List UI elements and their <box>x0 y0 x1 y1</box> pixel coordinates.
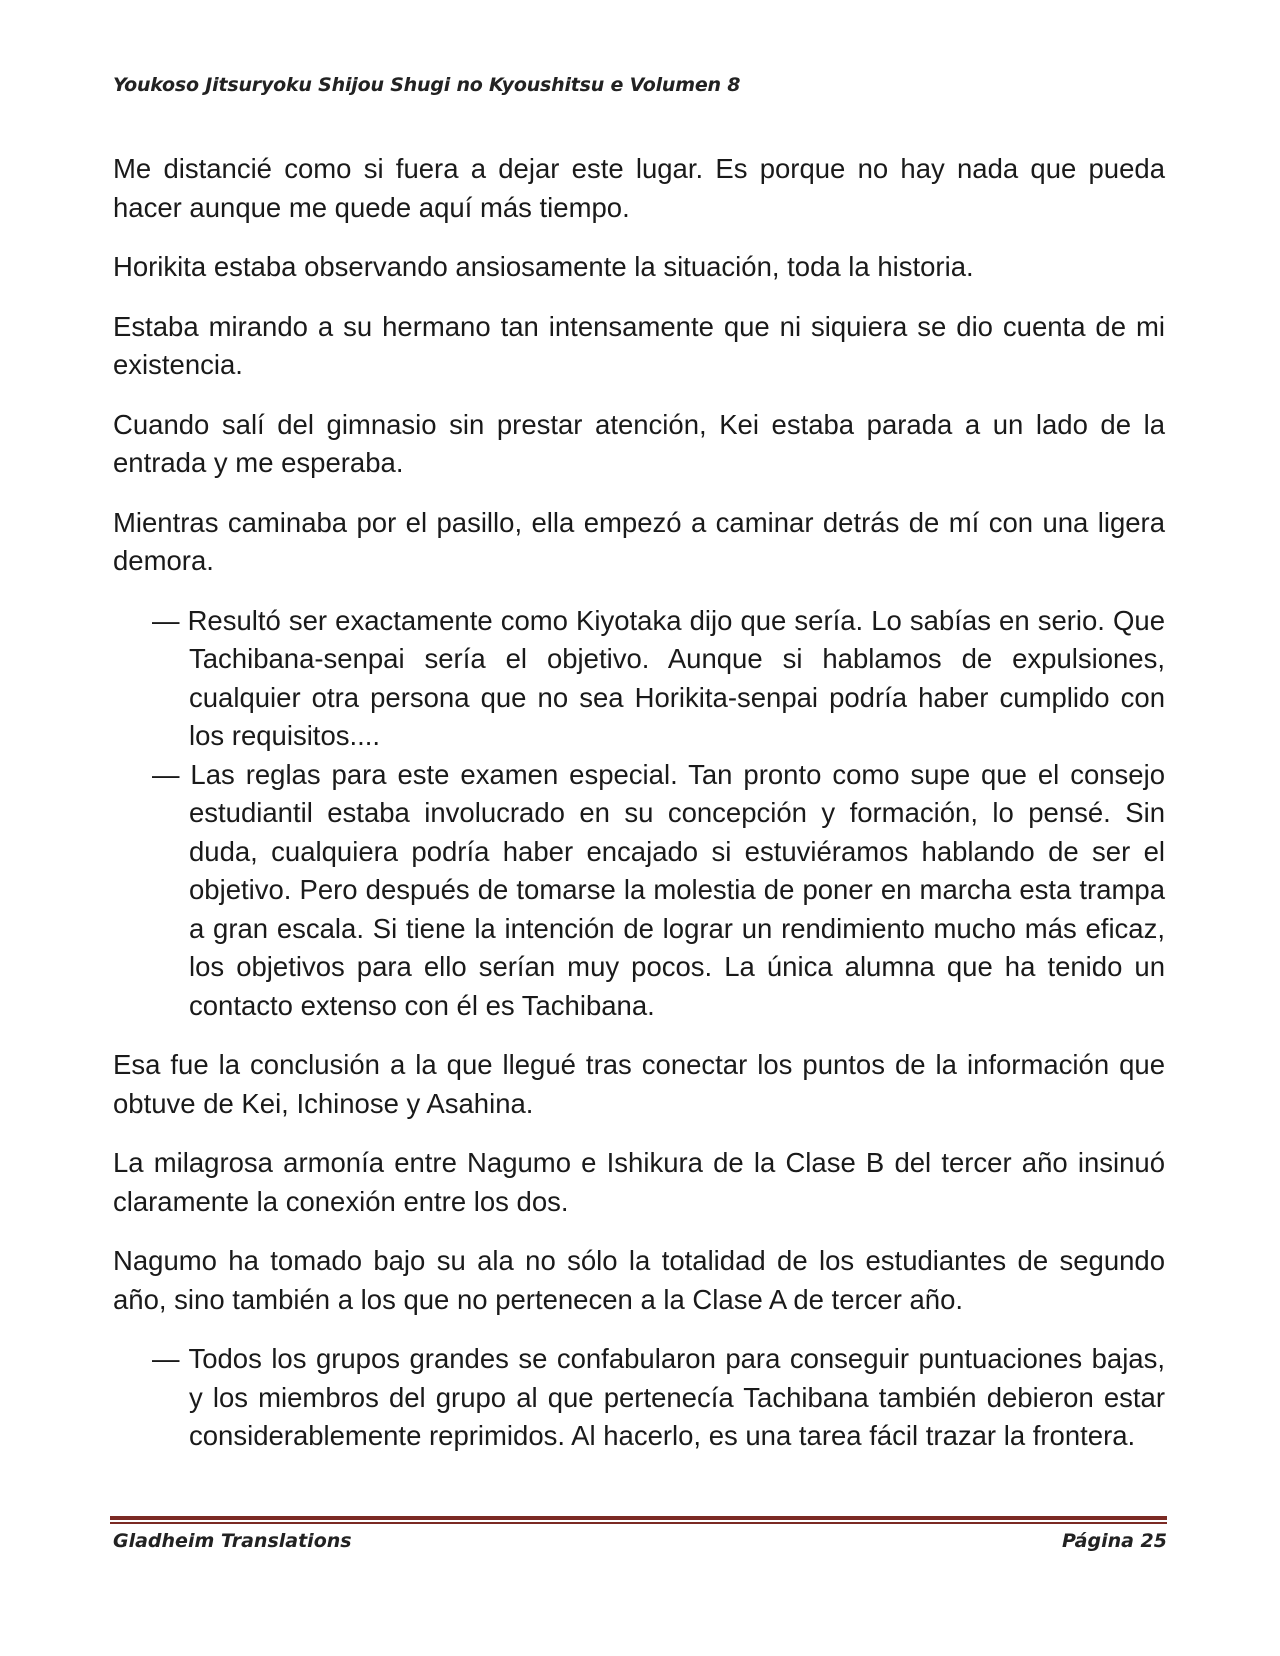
paragraph: Estaba mirando a su hermano tan intensamente que ni siquiera se dio cuenta de mi existencia. <box>113 310 1165 380</box>
paragraph: Nagumo ha tomado bajo su ala no sólo la totalidad de los estudiantes de segundo año, sino también a los que no pertenecen a la Clase A de tercer año. <box>113 1245 1165 1315</box>
running-header: Youkoso Jitsuryoku Shijou Shugi no Kyoushitsu e Volumen 8 <box>113 74 741 96</box>
page-body <box>113 150 1165 1477</box>
paragraph: Me distancié como si fuera a dejar este lugar. Es porque no hay nada que pueda hacer aunque me quede aquí más tiempo. <box>113 153 1165 223</box>
dialogue-line: — Resultó ser exactamente como Kiyotaka dijo que sería. Lo sabías en serio. Que Tachibana-senpai sería el objetivo. Aunque si hablamos de expulsiones, cualquier otra persona que no sea Horikita-senpai podría haber cumplido con los requisitos.... <box>152 604 1165 751</box>
paragraph: Esa fue la conclusión a la que llegué tras conectar los puntos de la información que obtuve de Kei, Ichinose y Asahina. <box>113 1049 1165 1119</box>
footer-divider-thin <box>110 1522 1167 1524</box>
page-number: Página 25 <box>1061 1530 1167 1552</box>
footer-credit: Gladheim Translations <box>113 1530 352 1552</box>
paragraph: Cuando salí del gimnasio sin prestar atención, Kei estaba parada a un lado de la entrada y me esperaba. <box>113 408 1165 478</box>
paragraph: La milagrosa armonía entre Nagumo e Ishikura de la Clase B del tercer año insinuó claramente la conexión entre los dos. <box>113 1147 1165 1217</box>
paragraph: Horikita estaba observando ansiosamente la situación, toda la historia. <box>113 251 974 282</box>
footer-divider <box>110 1516 1167 1520</box>
paragraph: Mientras caminaba por el pasillo, ella empezó a caminar detrás de mí con una ligera demora. <box>113 506 1165 576</box>
dialogue-line: — Todos los grupos grandes se confabularon para conseguir puntuaciones bajas, y los miembros del grupo al que pertenecía Tachibana también debieron estar considerablemente reprimidos. Al hacerlo, es una tarea fácil trazar la frontera. <box>152 1343 1165 1451</box>
dialogue-line: — Las reglas para este examen especial. Tan pronto como supe que el consejo estudiantil estaba involucrado en su concepción y formación, lo pensé. Sin duda, cualquiera podría haber encajado si estuviéramos hablando de ser el objetivo. Pero después de tomarse la molestia de poner en marcha esta trampa a gran escala. Si tiene la intención de lograr un rendimiento mucho más eficaz, los objetivos para ello serían muy pocos. La única alumna que ha tenido un contacto extenso con él es Tachibana. <box>152 758 1165 1021</box>
